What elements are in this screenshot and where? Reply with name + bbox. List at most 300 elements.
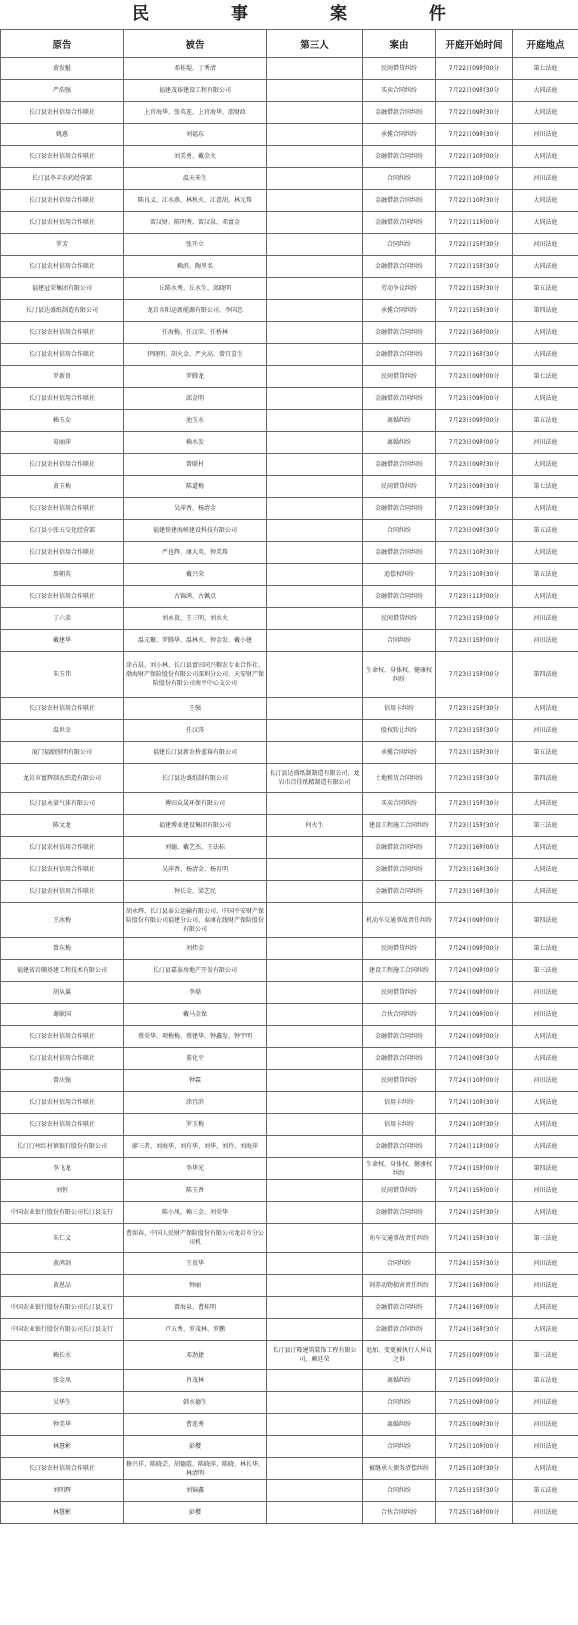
third-party-cell: 长汀县汀隆建筑装饰工程有限公司、赖廷荣 — [267, 1341, 363, 1370]
court-room-cell: 河田法庭 — [513, 1070, 578, 1092]
table-row — [1, 837, 578, 859]
defendant-cell: 池玉水 — [124, 410, 267, 432]
table-row — [1, 542, 578, 564]
court-room-cell: 大同法庭 — [513, 837, 578, 859]
cause-cell: 合同纠纷 — [363, 234, 436, 256]
table-row — [1, 1004, 578, 1026]
third-party-cell — [267, 124, 363, 146]
defendant-cell: 陈小凤、赖三金、刘荣华 — [124, 1202, 267, 1224]
third-party-cell — [267, 1392, 363, 1414]
table-row — [1, 300, 578, 322]
court-room-cell: 第七法庭 — [513, 366, 578, 388]
table-row — [1, 1180, 578, 1202]
table-header-row — [1, 30, 578, 58]
plaintiff-cell: 长汀县农村信用合作联社 — [1, 454, 124, 476]
defendant-cell: 陈玉香 — [124, 1180, 267, 1202]
start-time-cell: 7月23日15时30分 — [436, 815, 513, 837]
plaintiff-cell: 长汀县农村信用合作联社 — [1, 698, 124, 720]
plaintiff-cell: 中国农业银行股份有限公司长汀县支行 — [1, 1297, 124, 1319]
third-party-cell — [267, 1297, 363, 1319]
court-room-cell: 河田法庭 — [513, 630, 578, 652]
court-room-cell: 大同法庭 — [513, 1202, 578, 1224]
start-time-cell: 7月24日16时30分 — [436, 1319, 513, 1341]
cause-cell: 金融借款合同纠纷 — [363, 881, 436, 903]
table-row — [1, 234, 578, 256]
start-time-cell: 7月22日15时30分 — [436, 278, 513, 300]
start-time-cell: 7月22日10时30分 — [436, 190, 513, 212]
defendant-cell: 钟丽 — [124, 1275, 267, 1297]
defendant-cell: 罗腾龙 — [124, 366, 267, 388]
plaintiff-cell: 厦门福励照明有限公司 — [1, 742, 124, 764]
start-time-cell: 7月23日10时30分 — [436, 542, 513, 564]
third-party-cell — [267, 410, 363, 432]
court-room-cell: 大同法庭 — [513, 190, 578, 212]
start-time-cell: 7月24日09时00分 — [436, 903, 513, 938]
table-row — [1, 476, 578, 498]
table-row — [1, 859, 578, 881]
table-row — [1, 1370, 578, 1392]
cause-cell: 金融借款合同纠纷 — [363, 146, 436, 168]
cause-cell: 建设工程施工合同纠纷 — [363, 815, 436, 837]
start-time-cell: 7月23日15时30分 — [436, 720, 513, 742]
third-party-cell — [267, 1253, 363, 1275]
table-row — [1, 1202, 578, 1224]
start-time-cell: 7月23日15时00分 — [436, 652, 513, 698]
plaintiff-cell: 谢耿国 — [1, 1004, 124, 1026]
third-party-cell — [267, 960, 363, 982]
start-time-cell: 7月22日16时30分 — [436, 344, 513, 366]
court-room-cell: 河田法庭 — [513, 124, 578, 146]
start-time-cell: 7月25日09时30分 — [436, 1414, 513, 1436]
start-time-cell: 7月24日09时00分 — [436, 1026, 513, 1048]
third-party-cell — [267, 608, 363, 630]
third-party-cell — [267, 190, 363, 212]
start-time-cell: 7月23日11时00分 — [436, 586, 513, 608]
start-time-cell: 7月23日10时30分 — [436, 564, 513, 586]
court-room-cell: 大同法庭 — [513, 1026, 578, 1048]
header-plaintiff: 原告 — [1, 30, 124, 58]
start-time-cell: 7月25日10时30分 — [436, 1458, 513, 1480]
cause-cell: 承揽合同纠纷 — [363, 124, 436, 146]
defendant-cell: 雷汉财、陈明秀、雷汉泉、邓富金 — [124, 212, 267, 234]
defendant-cell: 钟霖 — [124, 1070, 267, 1092]
plaintiff-cell: 长汀县农村信用合作联社 — [1, 322, 124, 344]
cause-cell: 金融借款合同纠纷 — [363, 190, 436, 212]
third-party-cell — [267, 1026, 363, 1048]
table-row — [1, 720, 578, 742]
third-party-cell — [267, 837, 363, 859]
court-room-cell: 大同法庭 — [513, 1297, 578, 1319]
defendant-cell: 戴马金保 — [124, 1004, 267, 1026]
court-room-cell: 大同法庭 — [513, 322, 578, 344]
third-party-cell — [267, 278, 363, 300]
third-party-cell — [267, 1370, 363, 1392]
cause-cell: 劝车交通事故责任纠纷 — [363, 1224, 436, 1253]
court-room-cell: 第五法庭 — [513, 410, 578, 432]
start-time-cell: 7月22日11时00分 — [436, 212, 513, 234]
start-time-cell: 7月24日15时30分 — [436, 1224, 513, 1253]
start-time-cell: 7月24日09时00分 — [436, 1004, 513, 1026]
table-row — [1, 1026, 578, 1048]
third-party-cell — [267, 720, 363, 742]
header-cause: 案由 — [363, 30, 436, 58]
plaintiff-cell: 长汀县农村信用合作联社 — [1, 881, 124, 903]
third-party-cell — [267, 58, 363, 80]
court-room-cell: 大同法庭 — [513, 881, 578, 903]
plaintiff-cell: 严浩强 — [1, 80, 124, 102]
cause-cell: 信用卡纠纷 — [363, 698, 436, 720]
third-party-cell — [267, 256, 363, 278]
court-room-cell: 大同法庭 — [513, 80, 578, 102]
cause-cell: 承揽合同纠纷 — [363, 742, 436, 764]
plaintiff-cell: 张金凤 — [1, 1370, 124, 1392]
plaintiff-cell: 李飞龙 — [1, 1158, 124, 1180]
table-row — [1, 1275, 578, 1297]
defendant-cell: 彭樱 — [124, 1502, 267, 1524]
start-time-cell: 7月22日15时30分 — [436, 234, 513, 256]
plaintiff-cell: 长汀县农村信用合作联社 — [1, 344, 124, 366]
defendant-cell: 古锦鸿、古佩点 — [124, 586, 267, 608]
defendant-cell: 王贵华 — [124, 1253, 267, 1275]
plaintiff-cell: 赖长水 — [1, 1341, 124, 1370]
plaintiff-cell: 吴华生 — [1, 1392, 124, 1414]
court-room-cell: 河田法庭 — [513, 982, 578, 1004]
defendant-cell: 赖水发 — [124, 432, 267, 454]
cause-cell: 金融借款合同纠纷 — [363, 542, 436, 564]
cause-cell: 金融借款合同纠纷 — [363, 1048, 436, 1070]
plaintiff-cell: 龙岩市富辉制衣织造有限公司 — [1, 764, 124, 793]
court-room-cell: 大同法庭 — [513, 388, 578, 410]
third-party-cell — [267, 476, 363, 498]
start-time-cell: 7月22日10时00分 — [436, 168, 513, 190]
plaintiff-cell: 赖玉女 — [1, 410, 124, 432]
defendant-cell: 戴兴荣 — [124, 564, 267, 586]
defendant-cell: 龙岩市阳运新能源有限公司、李国忠 — [124, 300, 267, 322]
table-row — [1, 1392, 578, 1414]
defendant-cell: 钟长金、梁艺民 — [124, 881, 267, 903]
table-row — [1, 698, 578, 720]
court-room-cell: 第五法庭 — [513, 1370, 578, 1392]
plaintiff-cell: 朱玉伟 — [1, 652, 124, 698]
cause-cell: 金融借款合同纠纷 — [363, 1297, 436, 1319]
court-room-cell: 第五法庭 — [513, 564, 578, 586]
defendant-cell: 伊晓明、胡火金、严火高、曾宜喜生 — [124, 344, 267, 366]
third-party-cell: 长汀县达盛纸制制造有限公司、龙岩市百佳纸精制造有限公司 — [267, 764, 363, 793]
start-time-cell: 7月24日16时00分 — [436, 1297, 513, 1319]
cause-cell: 离婚纠纷 — [363, 1370, 436, 1392]
third-party-cell — [267, 168, 363, 190]
table-row — [1, 564, 578, 586]
third-party-cell — [267, 742, 363, 764]
third-party-cell — [267, 1319, 363, 1341]
plaintiff-cell: 易丽萍 — [1, 432, 124, 454]
cause-cell: 民间借贷纠纷 — [363, 58, 436, 80]
start-time-cell: 7月24日10时00分 — [436, 1070, 513, 1092]
defendant-cell: 李鼎 — [124, 982, 267, 1004]
header-start-time: 开庭开始时间 — [436, 30, 513, 58]
third-party-cell — [267, 388, 363, 410]
cause-cell: 金融借款合同纠纷 — [363, 498, 436, 520]
cause-cell: 民间借贷纠纷 — [363, 938, 436, 960]
third-party-cell — [267, 1480, 363, 1502]
table-row — [1, 1253, 578, 1275]
plaintiff-cell: 长汀县农村信用合作联社 — [1, 190, 124, 212]
defendant-cell: 曹连秀 — [124, 1414, 267, 1436]
court-room-cell: 大同法庭 — [513, 454, 578, 476]
court-room-cell: 大同法庭 — [513, 1048, 578, 1070]
defendant-cell: 韩水德生 — [124, 1392, 267, 1414]
start-time-cell: 7月22日09时30分 — [436, 80, 513, 102]
court-room-cell: 大同法庭 — [513, 1458, 578, 1480]
start-time-cell: 7月24日11时00分 — [436, 1136, 513, 1158]
defendant-cell: 福建铁建海峡建设科技有限公司 — [124, 520, 267, 542]
defendant-cell: 曾联村 — [124, 454, 267, 476]
start-time-cell: 7月24日09时00分 — [436, 960, 513, 982]
plaintiff-cell: 黄恩品 — [1, 1275, 124, 1297]
defendant-cell: 曹如春、中国人民财产保险股份有限公司龙岩市分公司机 — [124, 1224, 267, 1253]
table-row — [1, 1480, 578, 1502]
plaintiff-cell: 曾庆强 — [1, 1070, 124, 1092]
table-row — [1, 960, 578, 982]
start-time-cell: 7月23日09时30分 — [436, 476, 513, 498]
court-room-cell: 大同法庭 — [513, 344, 578, 366]
defendant-cell: 彭樱 — [124, 1436, 267, 1458]
plaintiff-cell: 胡从翼 — [1, 982, 124, 1004]
third-party-cell — [267, 344, 363, 366]
start-time-cell: 7月25日10时00分 — [436, 1436, 513, 1458]
table-row — [1, 278, 578, 300]
court-room-cell: 第四法庭 — [513, 1158, 578, 1180]
plaintiff-cell: 长汀县李丰农药经营部 — [1, 168, 124, 190]
third-party-cell — [267, 859, 363, 881]
start-time-cell: 7月24日10时30分 — [436, 1092, 513, 1114]
cause-cell: 金融借款合同纠纷 — [363, 1202, 436, 1224]
plaintiff-cell: 长汀县农村信用合作联社 — [1, 1114, 124, 1136]
defendant-cell: 福建茂裕建设工程有限公司 — [124, 80, 267, 102]
cause-cell: 信用卡纠纷 — [363, 1114, 436, 1136]
plaintiff-cell: 戴建华 — [1, 630, 124, 652]
table-row — [1, 1436, 578, 1458]
court-room-cell: 河田法庭 — [513, 1253, 578, 1275]
header-court-room: 开庭地点 — [513, 30, 578, 58]
defendant-cell: 董化平 — [124, 1048, 267, 1070]
third-party-cell — [267, 938, 363, 960]
plaintiff-cell: 朱仁义 — [1, 1224, 124, 1253]
table-row — [1, 1158, 578, 1180]
court-room-cell: 河田法庭 — [513, 1436, 578, 1458]
defendant-cell: 刘锦鑫 — [124, 1480, 267, 1502]
header-third-party: 第三人 — [267, 30, 363, 58]
start-time-cell: 7月24日09时00分 — [436, 982, 513, 1004]
cause-cell: 金融借款合同纠纷 — [363, 454, 436, 476]
cause-cell: 金融借款合同纠纷 — [363, 586, 436, 608]
cause-cell: 合同纠纷 — [363, 1392, 436, 1414]
court-room-cell: 第五法庭 — [513, 520, 578, 542]
plaintiff-cell: 长汀县农村信用合作联社 — [1, 102, 124, 124]
plaintiff-cell: 福建冠荣集团有限公司 — [1, 278, 124, 300]
court-room-cell: 河田法庭 — [513, 1180, 578, 1202]
third-party-cell — [267, 1180, 363, 1202]
start-time-cell: 7月23日09时30分 — [436, 520, 513, 542]
defendant-cell: 刘福东 — [124, 124, 267, 146]
defendant-cell: 任汉涛 — [124, 720, 267, 742]
table-row — [1, 1502, 578, 1524]
table-row — [1, 1048, 578, 1070]
third-party-cell — [267, 586, 363, 608]
court-room-cell: 第三法庭 — [513, 1224, 578, 1253]
plaintiff-cell: 长汀县农村信用合作联社 — [1, 498, 124, 520]
plaintiff-cell: 林慧彬 — [1, 1436, 124, 1458]
plaintiff-cell: 林慧彬 — [1, 1502, 124, 1524]
cause-cell: 离婚纠纷 — [363, 1414, 436, 1436]
table-row — [1, 388, 578, 410]
cause-cell: 金融借款合同纠纷 — [363, 859, 436, 881]
court-room-cell: 河田法庭 — [513, 432, 578, 454]
plaintiff-cell: 罗芳 — [1, 234, 124, 256]
table-row — [1, 1136, 578, 1158]
cause-cell: 金融借款合同纠纷 — [363, 837, 436, 859]
defendant-cell: 肖茂林 — [124, 1370, 267, 1392]
start-time-cell: 7月22日09时00分 — [436, 58, 513, 80]
third-party-cell — [267, 498, 363, 520]
defendant-cell: 邓桂堤、丁秀清 — [124, 58, 267, 80]
defendant-cell: 上官海华、张英连、上官海华、邵财政 — [124, 102, 267, 124]
court-room-cell: 大同法庭 — [513, 859, 578, 881]
plaintiff-cell: 长汀县农村信用合作联社 — [1, 1092, 124, 1114]
table-row — [1, 146, 578, 168]
court-room-cell: 河田法庭 — [513, 234, 578, 256]
third-party-cell — [267, 903, 363, 938]
court-room-cell: 大同法庭 — [513, 793, 578, 815]
plaintiff-cell: 中国农业银行股份有限公司长汀县支行 — [1, 1319, 124, 1341]
court-room-cell: 第七法庭 — [513, 476, 578, 498]
table-row — [1, 432, 578, 454]
table-row — [1, 102, 578, 124]
table-row — [1, 212, 578, 234]
court-room-cell: 大同法庭 — [513, 256, 578, 278]
third-party-cell — [267, 630, 363, 652]
table-row — [1, 1224, 578, 1253]
third-party-cell — [267, 564, 363, 586]
start-time-cell: 7月23日15时00分 — [436, 608, 513, 630]
table-row — [1, 630, 578, 652]
third-party-cell — [267, 432, 363, 454]
start-time-cell: 7月24日15时00分 — [436, 1180, 513, 1202]
defendant-cell: 蔡荣华、项梅梅、蔡建华、钟鑫发、钟宇明 — [124, 1026, 267, 1048]
cause-cell: 承揽合同纠纷 — [363, 300, 436, 322]
table-row — [1, 344, 578, 366]
start-time-cell: 7月22日09时30分 — [436, 102, 513, 124]
cause-cell: 劳动争议纠纷 — [363, 278, 436, 300]
table-row — [1, 982, 578, 1004]
court-room-cell: 第五法庭 — [513, 278, 578, 300]
cause-cell: 生命权、身体权、健康权纠纷 — [363, 652, 436, 698]
defendant-cell: 福建博业建设集团有限公司 — [124, 815, 267, 837]
court-room-cell: 大同法庭 — [513, 1136, 578, 1158]
start-time-cell: 7月24日15时30分 — [436, 1202, 513, 1224]
defendant-cell: 刘永贵、王三明、刘水火 — [124, 608, 267, 630]
cause-cell: 民间借贷纠纷 — [363, 1180, 436, 1202]
table-row — [1, 80, 578, 102]
plaintiff-cell: 长汀县农村信用合作联社 — [1, 586, 124, 608]
start-time-cell: 7月23日09时30分 — [436, 454, 513, 476]
plaintiff-cell: 王冰梅 — [1, 903, 124, 938]
start-time-cell: 7月23日09时00分 — [436, 410, 513, 432]
third-party-cell — [267, 1436, 363, 1458]
cause-cell: 合同纠纷 — [363, 630, 436, 652]
plaintiff-cell: 黄发魁 — [1, 58, 124, 80]
cause-cell: 土地租赁合同纠纷 — [363, 764, 436, 793]
cause-cell: 股权转让纠纷 — [363, 720, 436, 742]
cause-cell: 金融借款合同纠纷 — [363, 344, 436, 366]
start-time-cell: 7月23日16时00分 — [436, 837, 513, 859]
start-time-cell: 7月24日10时30分 — [436, 1114, 513, 1136]
cause-cell: 合同纠纷 — [363, 520, 436, 542]
cause-cell: 合同纠纷 — [363, 1253, 436, 1275]
plaintiff-cell: 长汀县农村信用合作联社 — [1, 388, 124, 410]
plaintiff-cell: 长汀县小张五交化经营部 — [1, 520, 124, 542]
table-row — [1, 322, 578, 344]
start-time-cell: 7月22日15时30分 — [436, 256, 513, 278]
table-row — [1, 903, 578, 938]
court-room-cell: 河田法庭 — [513, 1414, 578, 1436]
court-room-cell: 第四法庭 — [513, 903, 578, 938]
start-time-cell: 7月23日15时30分 — [436, 742, 513, 764]
third-party-cell — [267, 793, 363, 815]
cause-cell: 金融借款合同纠纷 — [363, 1319, 436, 1341]
defendant-cell: 傅田众晟环保有限公司 — [124, 793, 267, 815]
cause-cell: 机动车交通事故责任纠纷 — [363, 903, 436, 938]
start-time-cell: 7月24日09时00分 — [436, 938, 513, 960]
table-row — [1, 124, 578, 146]
cause-cell: 金融借款合同纠纷 — [363, 322, 436, 344]
defendant-cell: 吴萍香、杨清金、杨育明 — [124, 859, 267, 881]
defendant-cell: 修兴祥、陈晓芸、胡德霞、陈晓萍、陈晓、林长华、林清明 — [124, 1458, 267, 1480]
defendant-cell: 邱金明 — [124, 388, 267, 410]
plaintiff-cell: 中国农业银行股份有限公司长汀县支行 — [1, 1202, 124, 1224]
table-row — [1, 1319, 578, 1341]
start-time-cell: 7月22日15时30分 — [436, 300, 513, 322]
table-row — [1, 815, 578, 837]
plaintiff-cell: 长汀县农村信用合作联社 — [1, 1048, 124, 1070]
cause-cell: 民间借贷纠纷 — [363, 982, 436, 1004]
table-row — [1, 410, 578, 432]
cause-cell: 金融借款合同纠纷 — [363, 102, 436, 124]
defendant-cell: 罗玉梅 — [124, 1114, 267, 1136]
court-room-cell: 河田法庭 — [513, 1392, 578, 1414]
start-time-cell: 7月23日09时00分 — [436, 366, 513, 388]
third-party-cell — [267, 652, 363, 698]
plaintiff-cell: 长汀汀州红村镇银行股份有限公司 — [1, 1136, 124, 1158]
start-time-cell: 7月23日09时00分 — [436, 388, 513, 410]
cause-cell: 信用卡纠纷 — [363, 1092, 436, 1114]
third-party-cell — [267, 1202, 363, 1224]
cause-cell: 民间借贷纠纷 — [363, 1070, 436, 1092]
start-time-cell: 7月23日16时30分 — [436, 859, 513, 881]
court-room-cell: 第五法庭 — [513, 742, 578, 764]
third-party-cell — [267, 1004, 363, 1026]
cause-cell: 合同纠纷 — [363, 1480, 436, 1502]
court-room-cell: 大同法庭 — [513, 1092, 578, 1114]
table-row — [1, 586, 578, 608]
plaintiff-cell: 长汀县农村信用合作联社 — [1, 212, 124, 234]
plaintiff-cell: 长汀县农村信用合作联社 — [1, 256, 124, 278]
court-room-cell: 大同法庭 — [513, 542, 578, 564]
cause-cell: 合同纠纷 — [363, 168, 436, 190]
start-time-cell: 7月23日15时30分 — [436, 793, 513, 815]
plaintiff-cell: 长汀县农村信用合作联社 — [1, 542, 124, 564]
start-time-cell: 7月25日15时30分 — [436, 1480, 513, 1502]
